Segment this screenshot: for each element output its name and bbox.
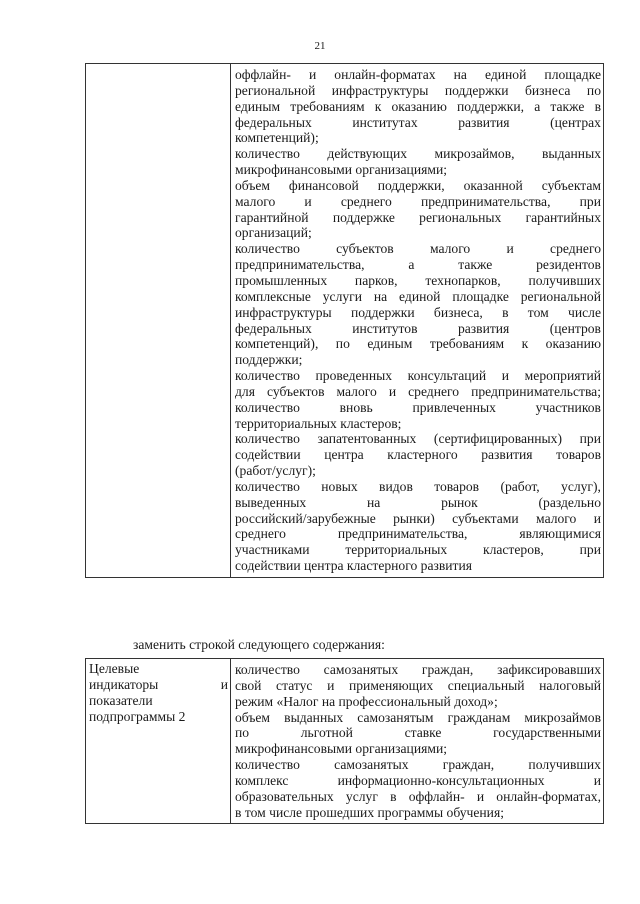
text-line: количество новых видов товаров (работ, услуг),	[235, 478, 601, 494]
left-cell-line: Целевые	[89, 661, 140, 676]
text-line: предпринимательства, а также резидентов	[235, 257, 601, 273]
text-line: промышленных парков, технопарков, получивших	[235, 272, 601, 288]
text-line: микрофинансовыми организациями;	[235, 741, 448, 757]
text-line: российский/зарубежные рынки) субъектами малого и	[235, 510, 601, 526]
text-line: режим «Налог на профессиональный доход»;	[235, 693, 498, 709]
text-line: количество действующих микрозаймов, выданных	[235, 146, 601, 162]
text-line: участниками территориальных кластеров, при	[235, 542, 601, 558]
text-line: компетенций);	[235, 130, 319, 146]
text-line: количество вновь привлеченных участников	[235, 399, 601, 415]
text-line: свой статус и применяющих специальный налоговый	[235, 677, 601, 693]
left-cell-line: подпрограммы 2	[89, 709, 186, 724]
text-line: малого и среднего предпринимательства, при	[235, 193, 601, 209]
text-line: инфраструктуры поддержки бизнеса, в том числе	[235, 304, 601, 320]
text-line: комплексные услуги на единой площадке региональной	[235, 288, 601, 304]
page-number: 21	[314, 40, 326, 52]
text-line: количество субъектов малого и среднего	[235, 241, 601, 257]
table1-left-cell	[86, 64, 231, 578]
text-line: объем финансовой поддержки, оказанной субъектам	[235, 177, 601, 193]
text-line: компетенций), по единым требованиям к оказанию	[235, 336, 601, 352]
text-line: оффлайн- и онлайн-форматах на единой площадке	[235, 67, 601, 82]
text-line: образовательных услуг в оффлайн- и онлайн-форматах,	[235, 788, 601, 804]
text-line: количество запатентованных (сертифицированных) при	[235, 431, 601, 447]
text-line: количество проведенных консультаций и мероприятий	[235, 368, 601, 384]
text-line: федеральных институтах развития (центрах	[235, 114, 601, 130]
text-line: единым требованиям к оказанию поддержки, а также в	[235, 98, 601, 114]
text-line: поддержки;	[235, 352, 303, 368]
text-line: объем выданных самозанятым гражданам микрозаймов	[235, 709, 601, 725]
table2-left-cell	[86, 659, 231, 824]
text-line: по льготной ставке государственными	[235, 725, 601, 741]
text-line: федеральных институтов развития (центров	[235, 320, 601, 336]
text-line: комплекс информационно-консультационных и	[235, 772, 601, 788]
text-line: региональной инфраструктуры поддержки бизнеса по	[235, 82, 601, 98]
text-line: среднего предпринимательства, являющимися	[235, 526, 601, 542]
text-line: выведенных на рынок (раздельно	[235, 494, 601, 510]
table2-right-cell	[231, 659, 604, 824]
text-line: содействии центра кластерного развития	[235, 558, 473, 574]
left-cell-line: индикаторы и	[89, 677, 228, 692]
text-line: количество самозанятых граждан, зафиксировавших	[235, 662, 601, 677]
text-line: организаций;	[235, 225, 312, 241]
text-line: в том числе прошедших программы обучения;	[235, 804, 504, 820]
new-row-table	[85, 658, 604, 824]
instruction-text: заменить строкой следующего содержания:	[133, 637, 385, 652]
text-line: микрофинансовыми организациями;	[235, 162, 448, 178]
text-line: гарантийной поддержке региональных гарантийных	[235, 209, 601, 225]
text-line: территориальных кластеров;	[235, 415, 402, 431]
text-line: (работ/услуг);	[235, 463, 316, 479]
text-line: количество самозанятых граждан, получивших	[235, 757, 601, 773]
text-line: для субъектов малого и среднего предпринимательства;	[235, 383, 601, 399]
table1-right-cell	[231, 64, 604, 578]
text-line: содействии центра кластерного развития товаров	[235, 447, 601, 463]
replaced-row-table	[85, 63, 604, 578]
left-cell-line: показатели	[89, 693, 153, 708]
